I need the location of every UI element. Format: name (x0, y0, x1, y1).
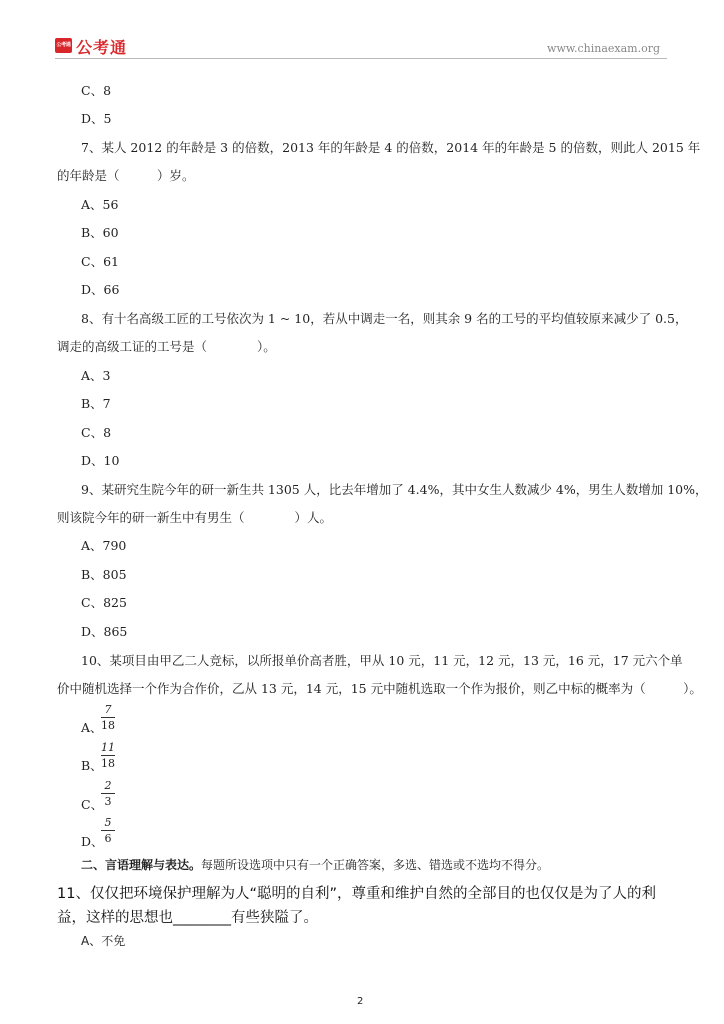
fraction-c-numerator: 2 (104, 779, 112, 792)
q10-fraction-c (101, 779, 115, 808)
q8-option-a: A、3 (81, 368, 111, 383)
fraction-d-denominator: 6 (104, 832, 112, 845)
q11-stem-line1: 11、仅仅把环境保护理解为人“聪明的自利”，尊重和维护自然的全部目的也仅仅是为了人的利 (57, 886, 656, 902)
section-heading (81, 856, 549, 873)
fraction-d-bar (101, 830, 115, 831)
site-url[interactable]: www.chinaexam.org (547, 42, 660, 55)
page-number: 2 (357, 996, 364, 1007)
q9-option-d: D、865 (81, 624, 128, 639)
fraction-c-bar (101, 793, 115, 794)
q10-fraction-d (101, 816, 115, 845)
fraction-a-bar (101, 717, 115, 718)
fraction-d-numerator: 5 (104, 816, 112, 829)
q10-option-d: D、 (81, 834, 104, 849)
page-header (55, 36, 660, 58)
q7-option-c: C、61 (81, 254, 119, 269)
header-divider (55, 58, 667, 59)
q10-option-c: C、 (81, 797, 104, 812)
q8-option-d: D、10 (81, 453, 120, 468)
q10-option-a: A、 (81, 720, 103, 735)
q7-option-d: D、66 (81, 282, 120, 297)
q6-option-d: D、5 (81, 111, 112, 126)
q7-option-a: A、56 (81, 197, 119, 212)
q10-fraction-b (101, 741, 115, 770)
q11-option-a: A、不免 (81, 934, 126, 948)
q10-fraction-a (101, 703, 115, 732)
q9-stem-line1: 9、某研究生院今年的研一新生共 1305 人，比去年增加了 4.4%，其中女生人数减少 4%，男生人数增加 10%， (81, 482, 708, 497)
q7-stem-line1: 7、某人 2012 的年龄是 3 的倍数，2013 年的年龄是 4 的倍数，2014 年的年龄是 5 的倍数，则此人 2015 年 (81, 140, 701, 155)
fraction-b-bar (101, 755, 115, 756)
q8-stem-line1: 8、有十名高级工匠的工号依次为 1 ~ 10，若从中调走一名，则其余 9 名的工号的平均值较原来减少了 0.5， (81, 311, 688, 326)
q7-option-b: B、60 (81, 225, 119, 240)
q9-option-c: C、825 (81, 595, 127, 610)
q9-option-b: B、805 (81, 567, 127, 582)
q9-stem-line2: 则该院今年的研一新生中有男生（ ）人。 (57, 510, 333, 525)
q10-stem-line1: 10、某项目由甲乙二人竞标，以所报单价高者胜，甲从 10 元，11 元，12 元，13 元，16 元，17 元六个单 (81, 653, 683, 668)
q11-stem-line2: 益，这样的思想也________有些狭隘了。 (57, 910, 318, 926)
q6-option-c: C、8 (81, 83, 112, 98)
fraction-a-denominator: 18 (101, 719, 115, 732)
fraction-c-denominator: 3 (104, 795, 112, 808)
q8-option-b: B、7 (81, 396, 111, 411)
q8-stem-line2: 调走的高级工证的工号是（ ）。 (57, 339, 276, 354)
section-title: 二、言语理解与表达。 (81, 858, 202, 872)
q10-stem-line2: 价中随机选择一个作为合作价，乙从 13 元，14 元，15 元中随机选取一个作为报价，则乙中标的概率为（ ）。 (57, 681, 702, 696)
q7-stem-line2: 的年龄是（ ）岁。 (57, 168, 195, 183)
fraction-b-denominator: 18 (101, 757, 115, 770)
logo-badge: 公考通 (55, 38, 72, 53)
q10-option-b: B、 (81, 758, 103, 773)
fraction-b-numerator: 11 (101, 741, 115, 754)
fraction-a-numerator: 7 (104, 703, 112, 716)
q9-option-a: A、790 (81, 538, 127, 553)
q8-option-c: C、8 (81, 425, 112, 440)
section-description: 每题所设选项中只有一个正确答案，多选、错选或不选均不得分。 (201, 858, 550, 872)
logo-text: 公考通 (76, 38, 128, 57)
